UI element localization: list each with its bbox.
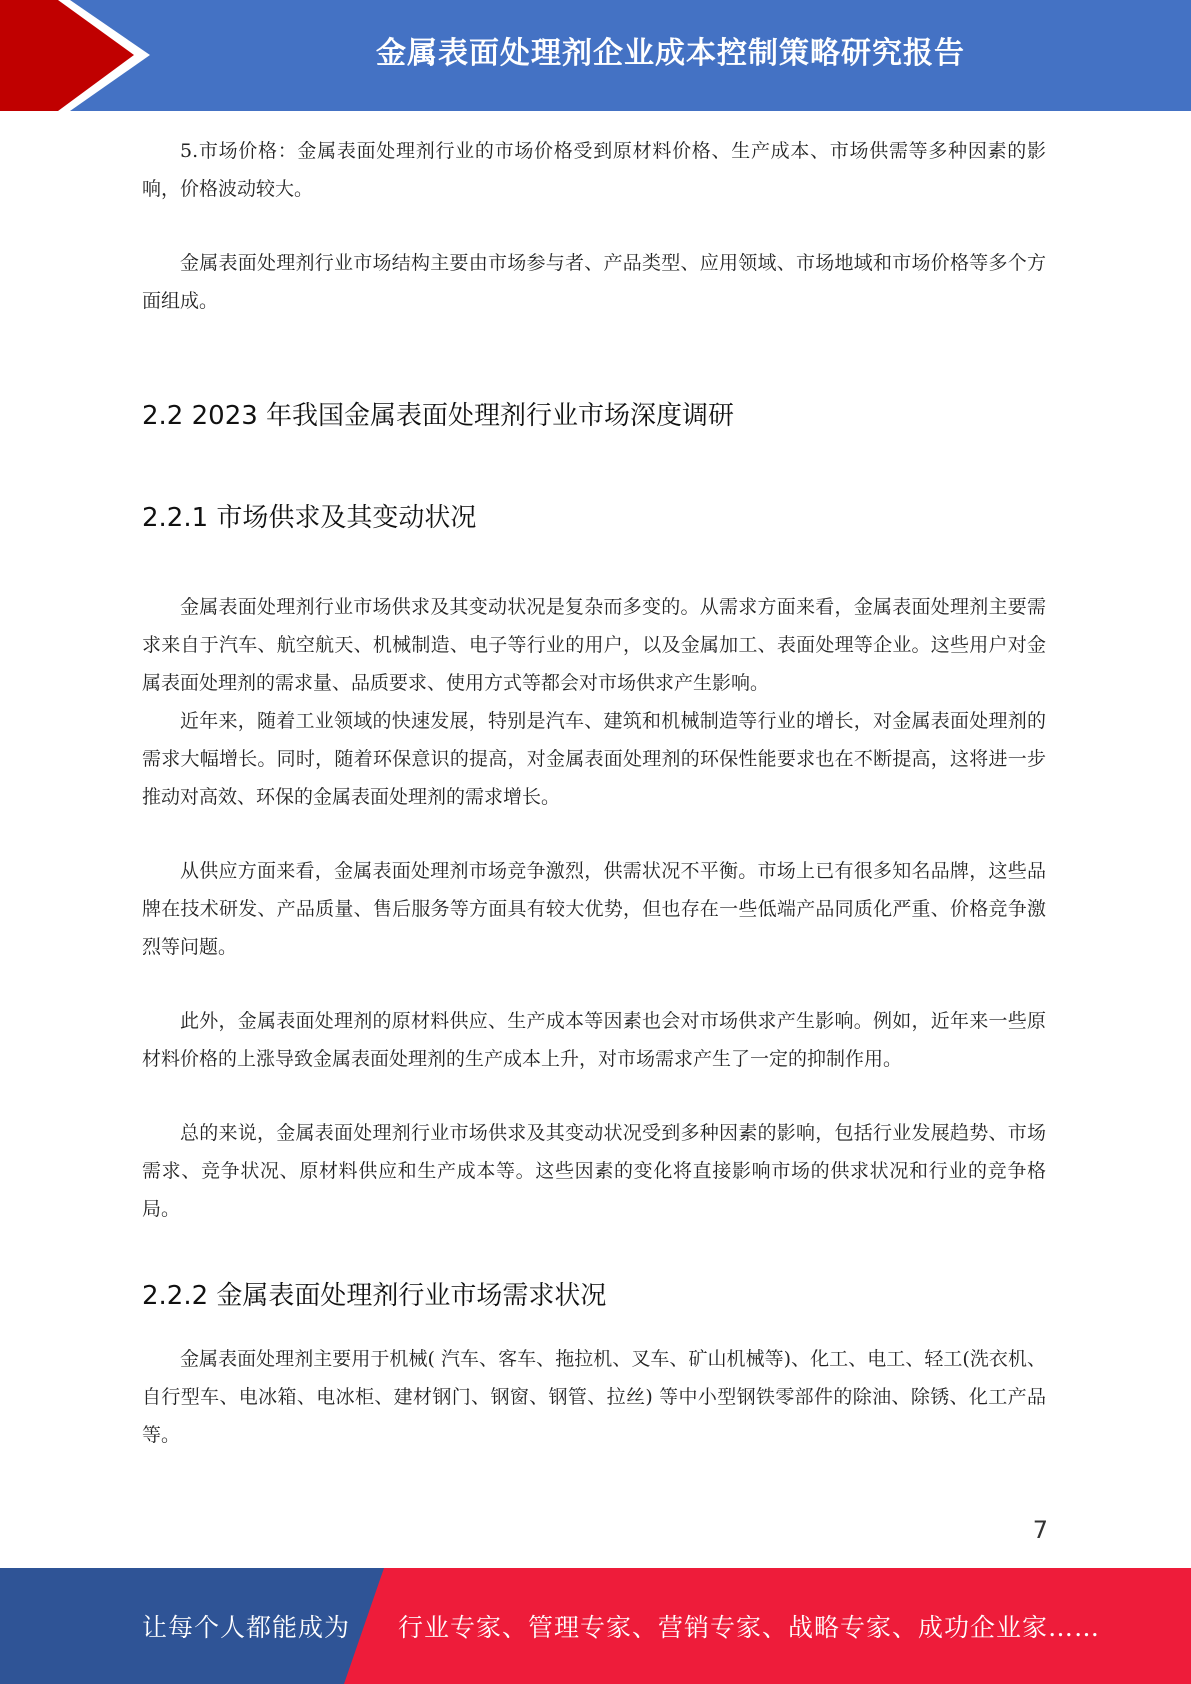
paragraph-summary: 总的来说，金属表面处理剂行业市场供求及其变动状况受到多种因素的影响，包括行业发展趋势、市场需求、竞争状况、原材料供应和生产成本等。这些因素的变化将直接影响市场的供求状况和行业的竞争格局。	[142, 1122, 1046, 1220]
section-heading-2-2: 2.2 2023 年我国金属表面处理剂行业市场深度调研	[142, 401, 735, 431]
section-heading-2-2-1: 2.2.1 市场供求及其变动状况	[142, 503, 477, 533]
paragraph-supply-demand-overview: 金属表面处理剂行业市场供求及其变动状况是复杂而多变的。从需求方面来看，金属表面处理剂主要需求来自于汽车、航空航天、机械制造、电子等行业的用户，以及金属加工、表面处理等企业。这些用户对金属表面处理剂的需求量、品质要求、使用方式等都会对市场供求产生影响。	[142, 596, 1046, 694]
paragraph-demand-growth: 近年来，随着工业领域的快速发展，特别是汽车、建筑和机械制造等行业的增长，对金属表面处理剂的需求大幅增长。同时，随着环保意识的提高，对金属表面处理剂的环保性能要求也在不断提高，这将进一步推动对高效、环保的金属表面处理剂的需求增长。	[142, 710, 1046, 808]
page-footer	[0, 1568, 1191, 1684]
paragraph-raw-materials: 此外，金属表面处理剂的原材料供应、生产成本等因素也会对市场供求产生影响。例如，近年来一些原材料价格的上涨导致金属表面处理剂的生产成本上升，对市场需求产生了一定的抑制作用。	[142, 1010, 1046, 1070]
paragraph-supply-side: 从供应方面来看，金属表面处理剂市场竞争激烈，供需状况不平衡。市场上已有很多知名品牌，这些品牌在技术研发、产品质量、售后服务等方面具有较大优势，但也存在一些低端产品同质化严重、价格竞争激烈等问题。	[142, 860, 1046, 958]
footer-slogan-left: 让每个人都能成为	[142, 1613, 351, 1642]
paragraph-market-price: 5.市场价格：金属表面处理剂行业的市场价格受到原材料价格、生产成本、市场供需等多种因素的影响，价格波动较大。	[142, 140, 1046, 200]
page-number: 7	[1032, 1516, 1048, 1544]
footer-slogan-right: 行业专家、管理专家、营销专家、战略专家、成功企业家……	[398, 1613, 1101, 1642]
document-body	[142, 132, 1046, 1454]
report-title: 金属表面处理剂企业成本控制策略研究报告	[376, 36, 965, 71]
paragraph-applications: 金属表面处理剂主要用于机械( 汽车、客车、拖拉机、叉车、矿山机械等)、化工、电工、轻工(洗衣机、自行型车、电冰箱、电冰柜、建材钢门、钢窗、钢管、拉丝) 等中小型钢铁零部件的除油、除锈、化工产品等。	[142, 1348, 1046, 1446]
paragraph-market-structure: 金属表面处理剂行业市场结构主要由市场参与者、产品类型、应用领域、市场地域和市场价格等多个方面组成。	[142, 252, 1046, 312]
page-header	[0, 0, 1191, 111]
section-heading-2-2-2: 2.2.2 金属表面处理剂行业市场需求状况	[142, 1281, 607, 1311]
